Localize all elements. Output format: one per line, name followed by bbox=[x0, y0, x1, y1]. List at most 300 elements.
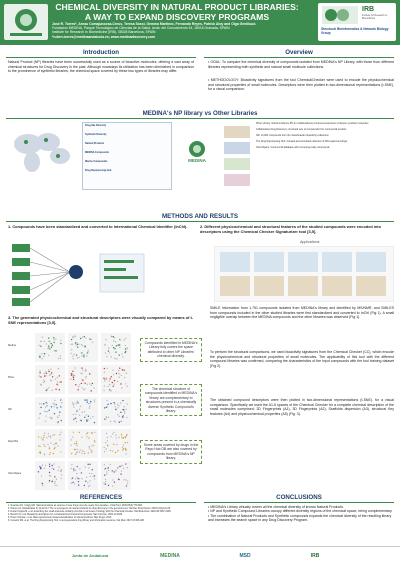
tsne-point bbox=[87, 432, 88, 433]
tsne-point bbox=[81, 355, 82, 356]
tsne-point bbox=[123, 406, 124, 407]
tsne-point bbox=[41, 340, 42, 341]
tsne-point bbox=[91, 432, 92, 433]
tsne-point bbox=[47, 411, 48, 412]
tsne-point bbox=[86, 433, 87, 434]
tsne-point bbox=[50, 369, 51, 370]
tsne-point bbox=[107, 368, 108, 369]
introduction-rule bbox=[6, 57, 196, 58]
conclusions-rule bbox=[204, 502, 394, 503]
tsne-point bbox=[39, 403, 40, 404]
tsne-point bbox=[104, 372, 105, 373]
tsne-point bbox=[44, 446, 45, 447]
tsne-point bbox=[109, 380, 110, 381]
library-descriptions bbox=[256, 122, 394, 149]
tsne-point bbox=[103, 447, 104, 448]
tsne-point bbox=[106, 400, 107, 401]
tsne-point bbox=[110, 436, 111, 437]
tsne-point bbox=[47, 444, 48, 445]
tsne-point bbox=[93, 387, 94, 388]
tsne-point bbox=[106, 407, 107, 408]
tsne-point bbox=[113, 471, 114, 472]
tsne-point bbox=[49, 472, 50, 473]
tsne-point bbox=[56, 485, 57, 486]
tsne-point bbox=[124, 352, 125, 353]
tsne-point bbox=[89, 383, 90, 384]
overview-rule bbox=[204, 57, 394, 58]
tsne-point bbox=[104, 451, 105, 452]
tsne-point bbox=[61, 420, 62, 421]
medina-label: MEDINA bbox=[188, 158, 206, 163]
tsne-point bbox=[77, 389, 78, 390]
tsne-point bbox=[126, 386, 127, 387]
tsne-point bbox=[108, 470, 109, 471]
tsne-point bbox=[127, 442, 128, 443]
tsne-point bbox=[83, 354, 84, 355]
group-name: Structural Bioinformatics & Network Biology Group bbox=[321, 27, 389, 35]
tsne-point bbox=[43, 356, 44, 357]
tsne-point bbox=[56, 479, 57, 480]
tsne-point bbox=[94, 441, 95, 442]
tsne-point bbox=[72, 371, 73, 372]
tsne-point bbox=[79, 384, 80, 385]
tsne-point bbox=[117, 407, 118, 408]
tsne-point bbox=[48, 371, 49, 372]
tsne-point bbox=[74, 443, 75, 444]
tsne-point bbox=[111, 336, 112, 337]
tsne-point bbox=[73, 375, 74, 376]
tsne-point bbox=[125, 442, 126, 443]
tsne-point bbox=[55, 443, 56, 444]
conclusions-heading: CONCLUSIONS bbox=[276, 494, 322, 501]
tsne-point bbox=[78, 481, 79, 482]
tsne-point bbox=[57, 445, 58, 446]
tsne-point bbox=[55, 338, 56, 339]
tsne-point bbox=[43, 403, 44, 404]
tsne-point bbox=[85, 481, 86, 482]
tsne-point bbox=[118, 373, 119, 374]
tsne-point bbox=[74, 335, 75, 336]
tsne-point bbox=[42, 464, 43, 465]
tsne-point bbox=[121, 353, 122, 354]
tsne-point bbox=[105, 481, 106, 482]
tsne-point bbox=[72, 482, 73, 483]
tsne-point bbox=[123, 479, 124, 480]
tsne-point bbox=[75, 344, 76, 345]
tsne-point bbox=[42, 336, 43, 337]
tsne-point bbox=[49, 348, 50, 349]
tsne-point bbox=[42, 439, 43, 440]
tsne-point bbox=[126, 373, 127, 374]
tsne-point bbox=[74, 367, 75, 368]
library-description: Collaborative Drug Discovery: structural sets of compounds from commercial vendors bbox=[256, 128, 347, 131]
tsne-point bbox=[53, 339, 54, 340]
tsne-point bbox=[39, 372, 40, 373]
tsne-point bbox=[84, 383, 85, 384]
tsne-point bbox=[75, 384, 76, 385]
tsne-point bbox=[115, 452, 116, 453]
tsne-point bbox=[82, 450, 83, 451]
tsne-point bbox=[121, 387, 122, 388]
method-step-3: 3. The generated physicochemical and structural descriptors were visually compared by means of t-SNE representations [3,5]. bbox=[8, 315, 194, 325]
footer-logo: IRB bbox=[310, 552, 320, 559]
tsne-point bbox=[54, 434, 55, 435]
tsne-point bbox=[76, 403, 77, 404]
tsne-point bbox=[59, 389, 60, 390]
tsne-point bbox=[48, 355, 49, 356]
tsne-point bbox=[86, 399, 87, 400]
tsne-point bbox=[38, 417, 39, 418]
tsne-point bbox=[44, 381, 45, 382]
reference-item: 5. Pérez-Victoria I, et al. Mass spectrometry-based dereplication of natural products. Mar Drugs. 2016. bbox=[8, 516, 112, 519]
tsne-point bbox=[89, 407, 90, 408]
tsne-point bbox=[120, 421, 121, 422]
tsne-point bbox=[73, 406, 74, 407]
tsne-point bbox=[76, 443, 77, 444]
medina-library-logo bbox=[176, 140, 218, 170]
libraries-rule bbox=[6, 118, 394, 119]
tsne-point bbox=[78, 357, 79, 358]
tsne-point bbox=[88, 403, 89, 404]
tsne-point bbox=[107, 386, 108, 387]
tsne-point bbox=[73, 377, 74, 378]
tsne-point bbox=[81, 478, 82, 479]
libraries-heading: MEDINA's NP library vs Other Libraries bbox=[142, 110, 258, 117]
tsne-point bbox=[120, 465, 121, 466]
tsne-point bbox=[126, 347, 127, 348]
tsne-point bbox=[119, 344, 120, 345]
tsne-point bbox=[110, 464, 111, 465]
tsne-point bbox=[105, 479, 106, 480]
tsne-point bbox=[53, 406, 54, 407]
tsne-point bbox=[121, 436, 122, 437]
tsne-point bbox=[48, 369, 49, 370]
tsne-point bbox=[43, 437, 44, 438]
tsne-point bbox=[122, 416, 123, 417]
tsne-point bbox=[42, 485, 43, 486]
tsne-point bbox=[124, 448, 125, 449]
tsne-point bbox=[89, 484, 90, 485]
library-thumbnails bbox=[222, 124, 252, 190]
tsne-point bbox=[46, 390, 47, 391]
tsne-point bbox=[49, 446, 50, 447]
tsne-point bbox=[104, 418, 105, 419]
tsne-point bbox=[91, 445, 92, 446]
tsne-point bbox=[56, 407, 57, 408]
tsne-point bbox=[58, 358, 59, 359]
tsne-point bbox=[77, 344, 78, 345]
tsne-point bbox=[53, 468, 54, 469]
conclusion-item: • The combination of Natural Products and Synthetic compounds expands the chemical diversity of the resulting library and increases the search space in any Drug Discovery Program. bbox=[208, 513, 392, 523]
tsne-point bbox=[72, 402, 73, 403]
tsne-point bbox=[104, 368, 105, 369]
tsne-point bbox=[76, 441, 77, 442]
tsne-point bbox=[81, 437, 82, 438]
tsne-point bbox=[109, 389, 110, 390]
tsne-point bbox=[53, 342, 54, 343]
library-card: Drug Repurposing Hub bbox=[85, 169, 112, 172]
tsne-point bbox=[94, 478, 95, 479]
tsne-point bbox=[70, 344, 71, 345]
tsne-point bbox=[82, 412, 83, 413]
tsne-point bbox=[71, 374, 72, 375]
tsne-point bbox=[84, 453, 85, 454]
tsne-point bbox=[83, 389, 84, 390]
tsne-point bbox=[85, 371, 86, 372]
tsne-point bbox=[81, 453, 82, 454]
tsne-point bbox=[117, 404, 118, 405]
tsne-point bbox=[87, 351, 88, 352]
signatures-grid bbox=[214, 246, 394, 302]
tsne-point bbox=[89, 464, 90, 465]
tsne-point bbox=[109, 384, 110, 385]
tsne-point bbox=[75, 417, 76, 418]
introduction-text: Natural Product (NP) libraries have been successfully used as a source of bioactive molecules, offering a vast array of chemical structures for Drug Discovery in the past. Although nowadays its utilization has been diminished in comparison to the prominence of synthetic libraries, the chemical space covered by these two types of libraries may differ. bbox=[8, 60, 194, 74]
tsne-point bbox=[49, 374, 50, 375]
tsne-point bbox=[38, 445, 39, 446]
tsne-point bbox=[92, 383, 93, 384]
tsne-point bbox=[88, 467, 89, 468]
poster-title: CHEMICAL DIVERSITY IN NATURAL PRODUCT LIBRARIES: A WAY TO EXPAND DISCOVERY PROGRAMS bbox=[55, 2, 299, 22]
tsne-point bbox=[125, 345, 126, 346]
tsne-point bbox=[81, 379, 82, 380]
overview-goal: • GOAL: To compare the chemical diversity of compounds isolated from MEDINA's NP Library, with those from different libraries representing both synthetic and natural small molecule collections. bbox=[208, 60, 394, 69]
tsne-point bbox=[58, 368, 59, 369]
tsne-point bbox=[107, 404, 108, 405]
tsne-point bbox=[125, 383, 126, 384]
tsne-cell bbox=[101, 397, 131, 426]
tsne-point bbox=[54, 448, 55, 449]
tsne-point bbox=[126, 417, 127, 418]
footer-logo: Junta de Andalucía bbox=[71, 553, 109, 558]
tsne-point bbox=[108, 347, 109, 348]
tsne-point bbox=[41, 437, 42, 438]
tsne-point bbox=[72, 337, 73, 338]
tsne-point bbox=[88, 486, 89, 487]
tsne-point bbox=[112, 369, 113, 370]
library-cards-panel bbox=[82, 122, 172, 190]
tsne-point bbox=[117, 414, 118, 415]
library-description: NR: 13,000 compounds from the Scandinavian bioactivity collections bbox=[256, 134, 329, 137]
tsne-point bbox=[110, 421, 111, 422]
overview-heading: Overview bbox=[285, 49, 313, 56]
tsne-point bbox=[116, 373, 117, 374]
tsne-point bbox=[45, 371, 46, 372]
tsne-point bbox=[114, 380, 115, 381]
tsne-point bbox=[80, 372, 81, 373]
overview-methodology: • METHODOLOGY: Bioactivity signatures from the tool ChemicalChecker were used to encode the physicochemical and structural properties of small molecules. Descriptors were then plotted in two-dimensional representations (t-SNE), for a visual comparison. bbox=[208, 78, 394, 92]
tsne-point bbox=[119, 466, 120, 467]
tsne-point bbox=[85, 337, 86, 338]
tsne-point bbox=[127, 480, 128, 481]
tsne-point bbox=[118, 479, 119, 480]
library-description: The Drug Repurposing Hub: Curated and annotated collection of FDA-approved drugs bbox=[256, 140, 348, 143]
tsne-point bbox=[48, 433, 49, 434]
tsne-point bbox=[105, 448, 106, 449]
tsne-point bbox=[40, 376, 41, 377]
tsne-point bbox=[79, 468, 80, 469]
library-card: MEDINA Compounds bbox=[85, 151, 109, 154]
tsne-point bbox=[54, 403, 55, 404]
tsne-point bbox=[54, 444, 55, 445]
tsne-point bbox=[51, 372, 52, 373]
tsne-point bbox=[94, 401, 95, 402]
tsne-point bbox=[51, 406, 52, 407]
tsne-point bbox=[49, 475, 50, 476]
reference-item: 2. Harvey AL, Edrada-Ebel R, Quinn RJ. The re-emergence of natural products for drug discovery in the genomics era. Nat Rev Drug Discov. 2015;14(2):111-29. bbox=[8, 507, 171, 510]
tsne-point bbox=[105, 339, 106, 340]
tsne-point bbox=[45, 421, 46, 422]
tsne-point bbox=[119, 347, 120, 348]
tsne-point bbox=[43, 444, 44, 445]
tsne-point bbox=[75, 453, 76, 454]
tsne-point bbox=[87, 482, 88, 483]
result-callout-1: Compounds identified in MEDINA's Library fully covers the space attributed to other NP Libraries' chemical diversity. bbox=[140, 338, 202, 362]
tsne-point bbox=[46, 437, 47, 438]
tsne-point bbox=[71, 339, 72, 340]
tsne-point bbox=[74, 449, 75, 450]
tsne-point bbox=[59, 412, 60, 413]
irb-logo-icon bbox=[322, 6, 358, 24]
tsne-point bbox=[83, 451, 84, 452]
tsne-point bbox=[46, 343, 47, 344]
tsne-point bbox=[40, 384, 41, 385]
tsne-point bbox=[61, 478, 62, 479]
tsne-point bbox=[55, 350, 56, 351]
tsne-point bbox=[94, 475, 95, 476]
tsne-point bbox=[49, 454, 50, 455]
tsne-point bbox=[80, 338, 81, 339]
tsne-point bbox=[76, 421, 77, 422]
tsne-point bbox=[120, 383, 121, 384]
tsne-point bbox=[91, 473, 92, 474]
tsne-point bbox=[109, 378, 110, 379]
results-paragraph-2: To perform the structural comparisons, we used bioactivity signatures from the Chemical Checker (CC), which encode the physicochemical and structural properties of small molecules. The applicability of this tool with the different compound libraries was confirmed, comparing the characteristics of the input compounds with the tool training dataset (Fig 2). bbox=[210, 350, 394, 368]
tsne-point bbox=[52, 435, 53, 436]
tsne-point bbox=[44, 341, 45, 342]
tsne-point bbox=[106, 417, 107, 418]
tsne-point bbox=[92, 341, 93, 342]
tsne-point bbox=[88, 447, 89, 448]
tsne-point bbox=[81, 420, 82, 421]
tsne-point bbox=[50, 379, 51, 380]
tsne-point bbox=[60, 452, 61, 453]
tsne-point bbox=[108, 350, 109, 351]
tsne-point bbox=[75, 414, 76, 415]
tsne-point bbox=[84, 485, 85, 486]
tsne-point bbox=[70, 445, 71, 446]
tsne-point bbox=[89, 402, 90, 403]
tsne-point bbox=[112, 470, 113, 471]
tsne-point bbox=[118, 370, 119, 371]
tsne-point bbox=[88, 350, 89, 351]
tsne-point bbox=[74, 483, 75, 484]
tsne-point bbox=[45, 375, 46, 376]
tsne-point bbox=[73, 379, 74, 380]
tsne-point bbox=[42, 483, 43, 484]
tsne-point bbox=[85, 369, 86, 370]
tsne-point bbox=[49, 466, 50, 467]
tsne-point bbox=[54, 476, 55, 477]
tsne-point bbox=[48, 345, 49, 346]
tsne-point bbox=[124, 377, 125, 378]
tsne-point bbox=[57, 384, 58, 385]
tsne-point bbox=[113, 402, 114, 403]
tsne-point bbox=[106, 356, 107, 357]
tsne-point bbox=[104, 344, 105, 345]
tsne-point bbox=[82, 369, 83, 370]
library-card: Synthetic Diversity bbox=[85, 133, 107, 136]
tsne-point bbox=[84, 336, 85, 337]
tsne-point bbox=[79, 409, 80, 410]
tsne-point bbox=[120, 402, 121, 403]
tsne-point bbox=[41, 403, 42, 404]
tsne-point bbox=[83, 356, 84, 357]
tsne-point bbox=[77, 347, 78, 348]
tsne-point bbox=[117, 467, 118, 468]
tsne-point bbox=[55, 379, 56, 380]
tsne-point bbox=[113, 444, 114, 445]
tsne-point bbox=[45, 407, 46, 408]
tsne-point bbox=[78, 386, 79, 387]
tsne-point bbox=[73, 354, 74, 355]
tsne-point bbox=[122, 447, 123, 448]
tsne-point bbox=[115, 409, 116, 410]
tsne-point bbox=[110, 403, 111, 404]
tsne-point bbox=[45, 411, 46, 412]
tsne-point bbox=[88, 452, 89, 453]
tsne-point bbox=[78, 344, 79, 345]
tsne-point bbox=[49, 417, 50, 418]
references-rule bbox=[6, 502, 196, 503]
tsne-point bbox=[92, 469, 93, 470]
tsne-cell bbox=[101, 365, 131, 394]
tsne-point bbox=[54, 482, 55, 483]
tsne-point bbox=[57, 381, 58, 382]
tsne-point bbox=[81, 472, 82, 473]
library-card: Marine Compounds bbox=[85, 160, 108, 163]
tsne-point bbox=[70, 379, 71, 380]
tsne-point bbox=[52, 480, 53, 481]
tsne-point bbox=[125, 348, 126, 349]
conclusion-item: • MEDINA's Library virtually covers all the chemical diversity of known Natural Products. bbox=[208, 505, 344, 509]
tsne-point bbox=[70, 468, 71, 469]
tsne-point bbox=[44, 467, 45, 468]
tsne-point bbox=[115, 470, 116, 471]
tsne-point bbox=[71, 453, 72, 454]
tsne-point bbox=[124, 411, 125, 412]
tsne-point bbox=[75, 342, 76, 343]
tsne-point bbox=[122, 369, 123, 370]
tsne-point bbox=[43, 435, 44, 436]
tsne-point bbox=[43, 373, 44, 374]
tsne-point bbox=[90, 418, 91, 419]
tsne-point bbox=[105, 352, 106, 353]
introduction-heading: Introduction bbox=[82, 49, 120, 56]
tsne-row-label: ChemSpace bbox=[8, 472, 22, 475]
tsne-point bbox=[81, 344, 82, 345]
footer-logo: MSD bbox=[239, 552, 251, 559]
tsne-point bbox=[88, 416, 89, 417]
medina-circle-icon bbox=[188, 140, 206, 158]
tsne-point bbox=[61, 402, 62, 403]
tsne-point bbox=[103, 390, 104, 391]
tsne-cell bbox=[68, 397, 98, 426]
library-card: Natural Products bbox=[85, 142, 105, 145]
tsne-point bbox=[40, 407, 41, 408]
tsne-point bbox=[107, 437, 108, 438]
tsne-point bbox=[79, 478, 80, 479]
